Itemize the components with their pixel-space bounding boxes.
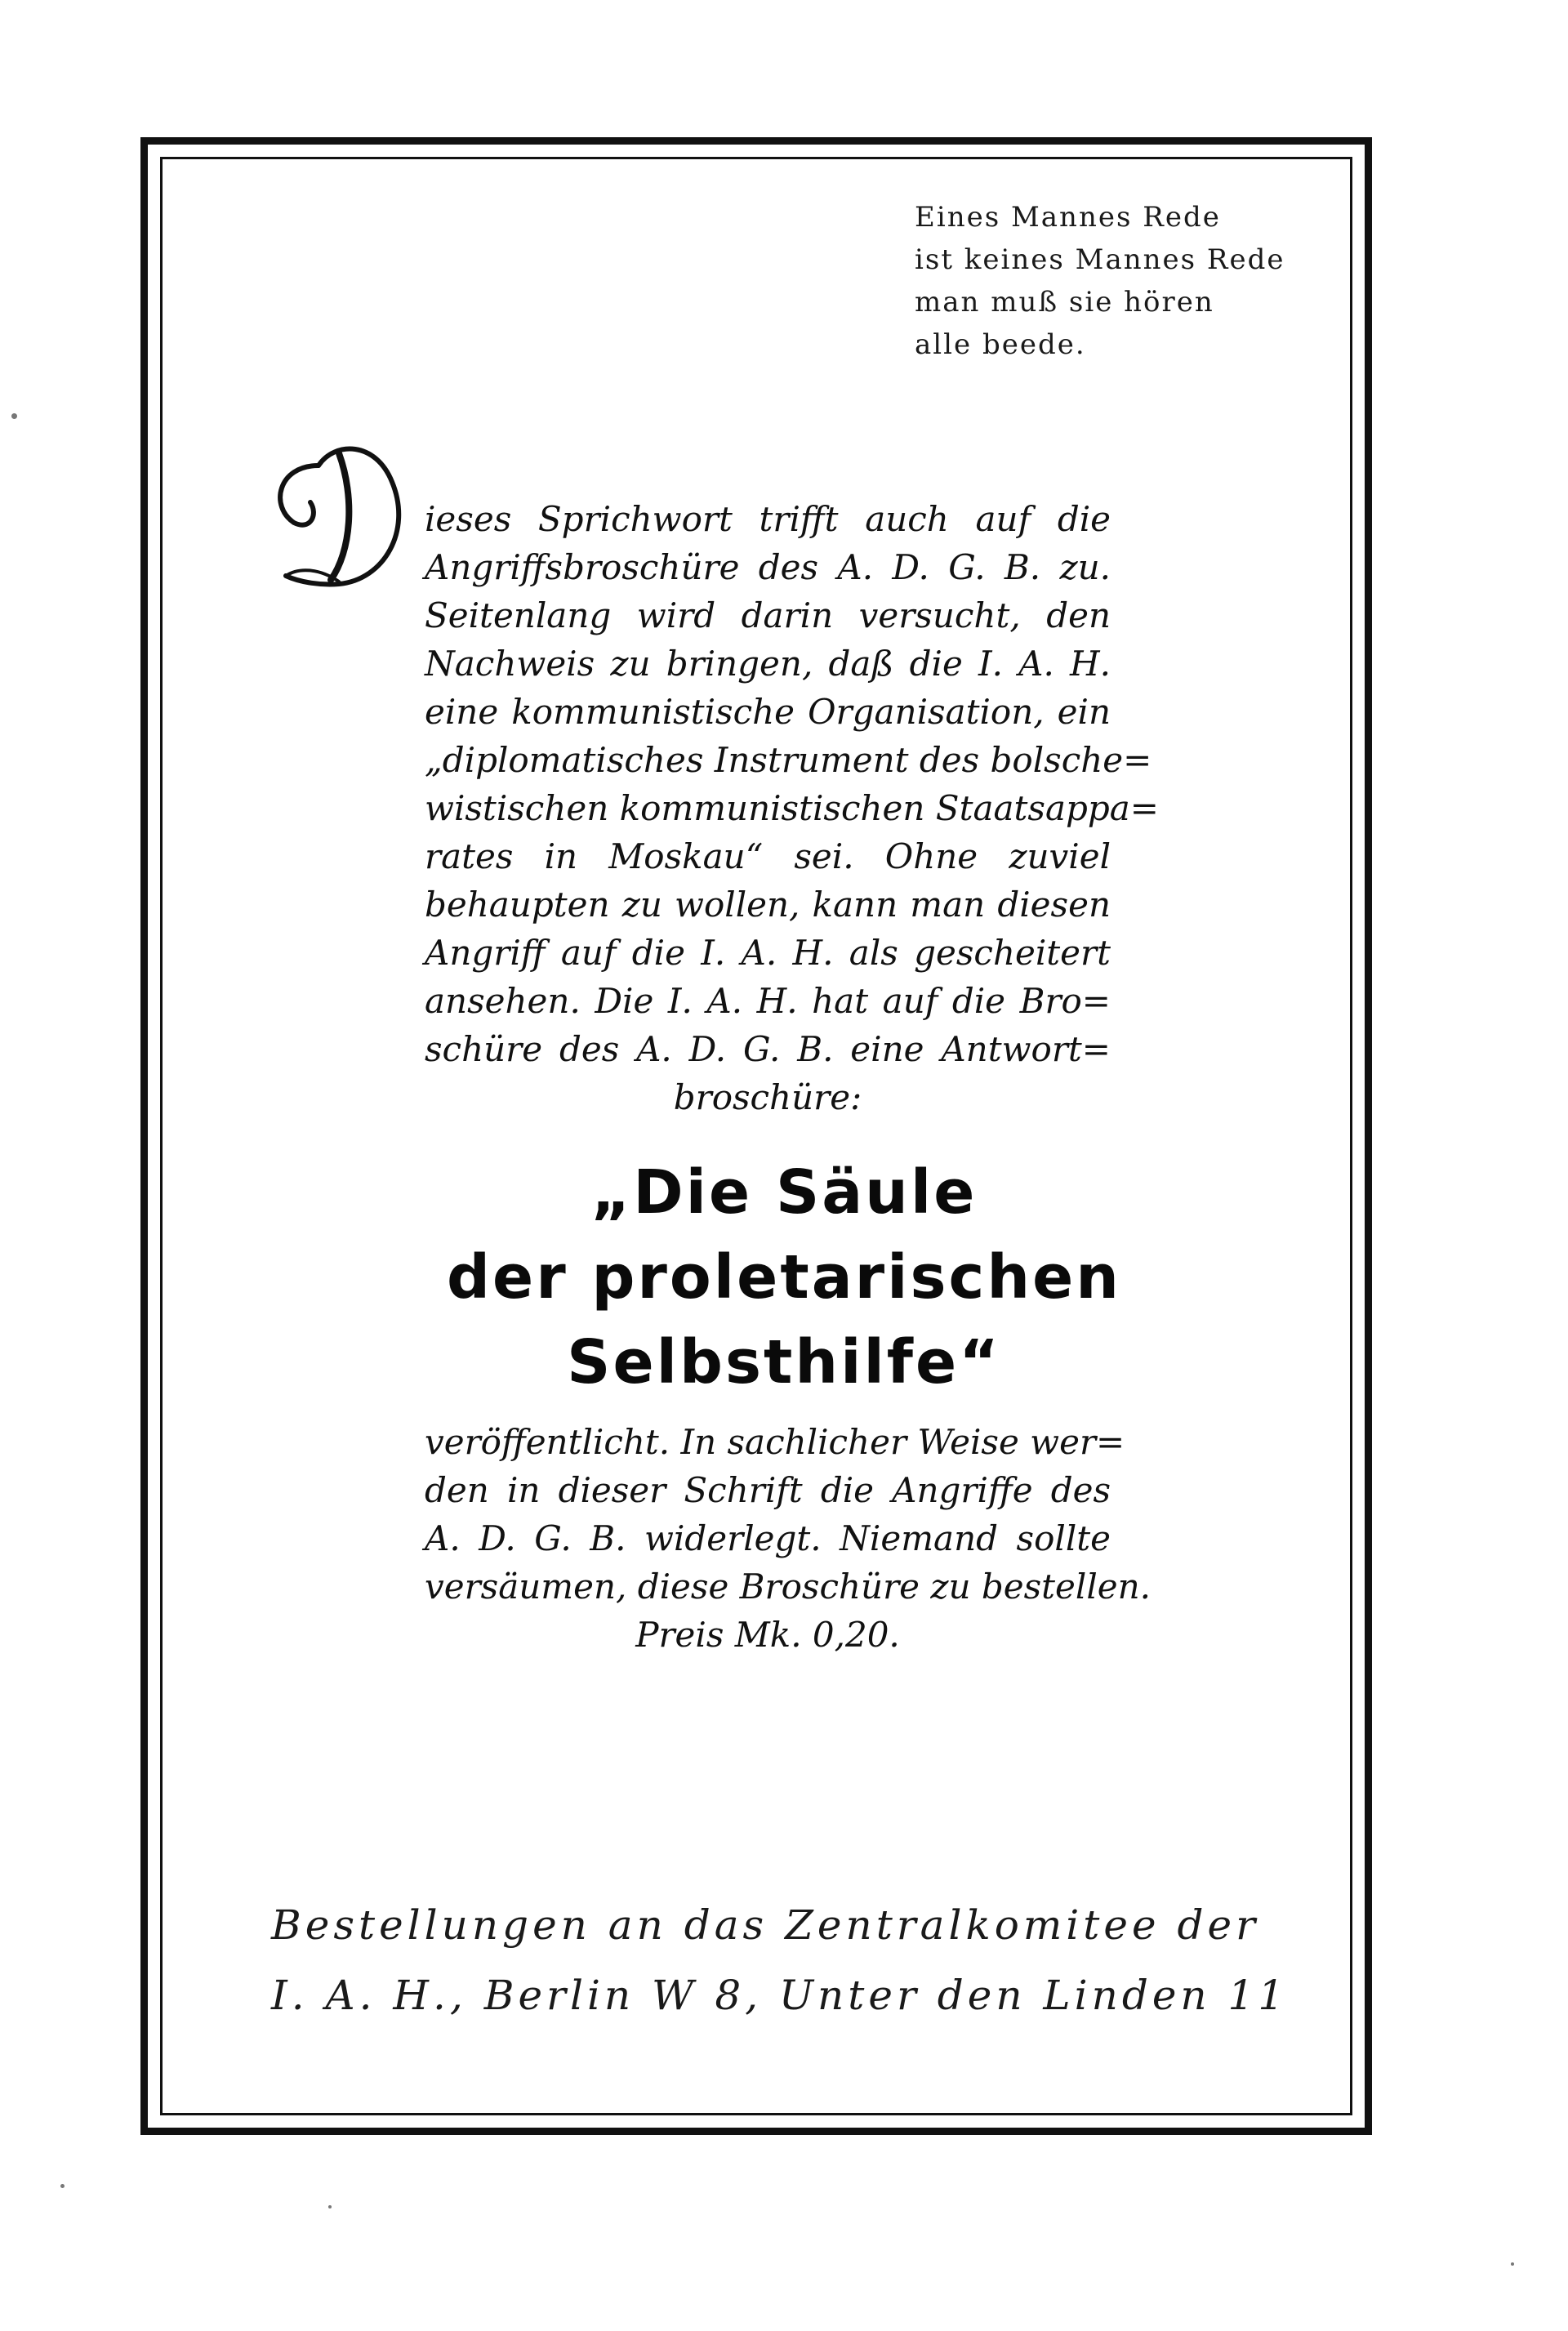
motto-line: ist keines Mannes Rede: [915, 243, 1285, 276]
title-line: der proletarischen: [447, 1242, 1121, 1313]
paragraph-line: behaupten zu wollen, kann man diesen: [425, 885, 1111, 925]
paragraph-line: Nachweis zu bringen, daß die I. A. H.: [425, 644, 1111, 684]
motto-line: Eines Mannes Rede: [915, 201, 1221, 234]
title-line: „Die Säule: [590, 1157, 978, 1228]
paragraph-line: rates in Moskau“ sei. Ohne zuviel: [425, 836, 1111, 876]
paragraph-line: ieses Sprichwort trifft auch auf die: [425, 499, 1111, 539]
order-address: [271, 1890, 1289, 2030]
brochure-title: [327, 1150, 1241, 1405]
paragraph-line: schüre des A. D. G. B. eine Antwort=: [425, 1029, 1111, 1069]
paragraph-line: den in dieser Schrift die Angriffe des: [425, 1470, 1111, 1510]
motto-verse: [915, 196, 1339, 366]
title-line: Selbsthilfe“: [567, 1327, 1001, 1397]
address-line: I. A. H., Berlin W 8, Unter den Linden 11: [271, 1972, 1289, 2019]
paragraph-line: veröffentlicht. In sachlicher Weise wer=: [425, 1422, 1125, 1462]
paragraph-line: Angriff auf die I. A. H. als gescheitert: [425, 933, 1111, 973]
price-line: Preis Mk. 0,20.: [635, 1615, 900, 1655]
motto-line: alle beede.: [915, 328, 1086, 361]
intro-paragraph: [425, 495, 1160, 1121]
paragraph-line: ansehen. Die I. A. H. hat auf die Bro=: [425, 981, 1111, 1021]
paragraph-line: Angriffsbroschüre des A. D. G. B. zu.: [425, 547, 1111, 587]
publication-paragraph: [425, 1418, 1152, 1659]
paragraph-line: broschüre:: [673, 1077, 862, 1117]
drop-cap-d-ornament: [261, 408, 408, 596]
paragraph-line: „diplomatisches Instrument des bolsche=: [425, 740, 1152, 780]
paper-speck: [60, 2184, 65, 2188]
paper-speck: [328, 2205, 332, 2208]
paragraph-line: wistischen kommunistischen Staatsappa=: [425, 788, 1160, 828]
motto-line: man muß sie hören: [915, 286, 1214, 319]
paragraph-line: eine kommunistische Organisation, ein: [425, 692, 1111, 732]
paper-speck: [1511, 2262, 1514, 2266]
paragraph-line: Seitenlang wird darin versucht, den: [425, 595, 1111, 635]
paper-speck: [11, 413, 17, 419]
paragraph-line: versäumen, diese Broschüre zu bestellen.: [425, 1567, 1152, 1607]
paragraph-line: A. D. G. B. widerlegt. Niemand sollte: [425, 1518, 1111, 1558]
address-line: Bestellungen an das Zentralkomitee der: [271, 1901, 1259, 1949]
